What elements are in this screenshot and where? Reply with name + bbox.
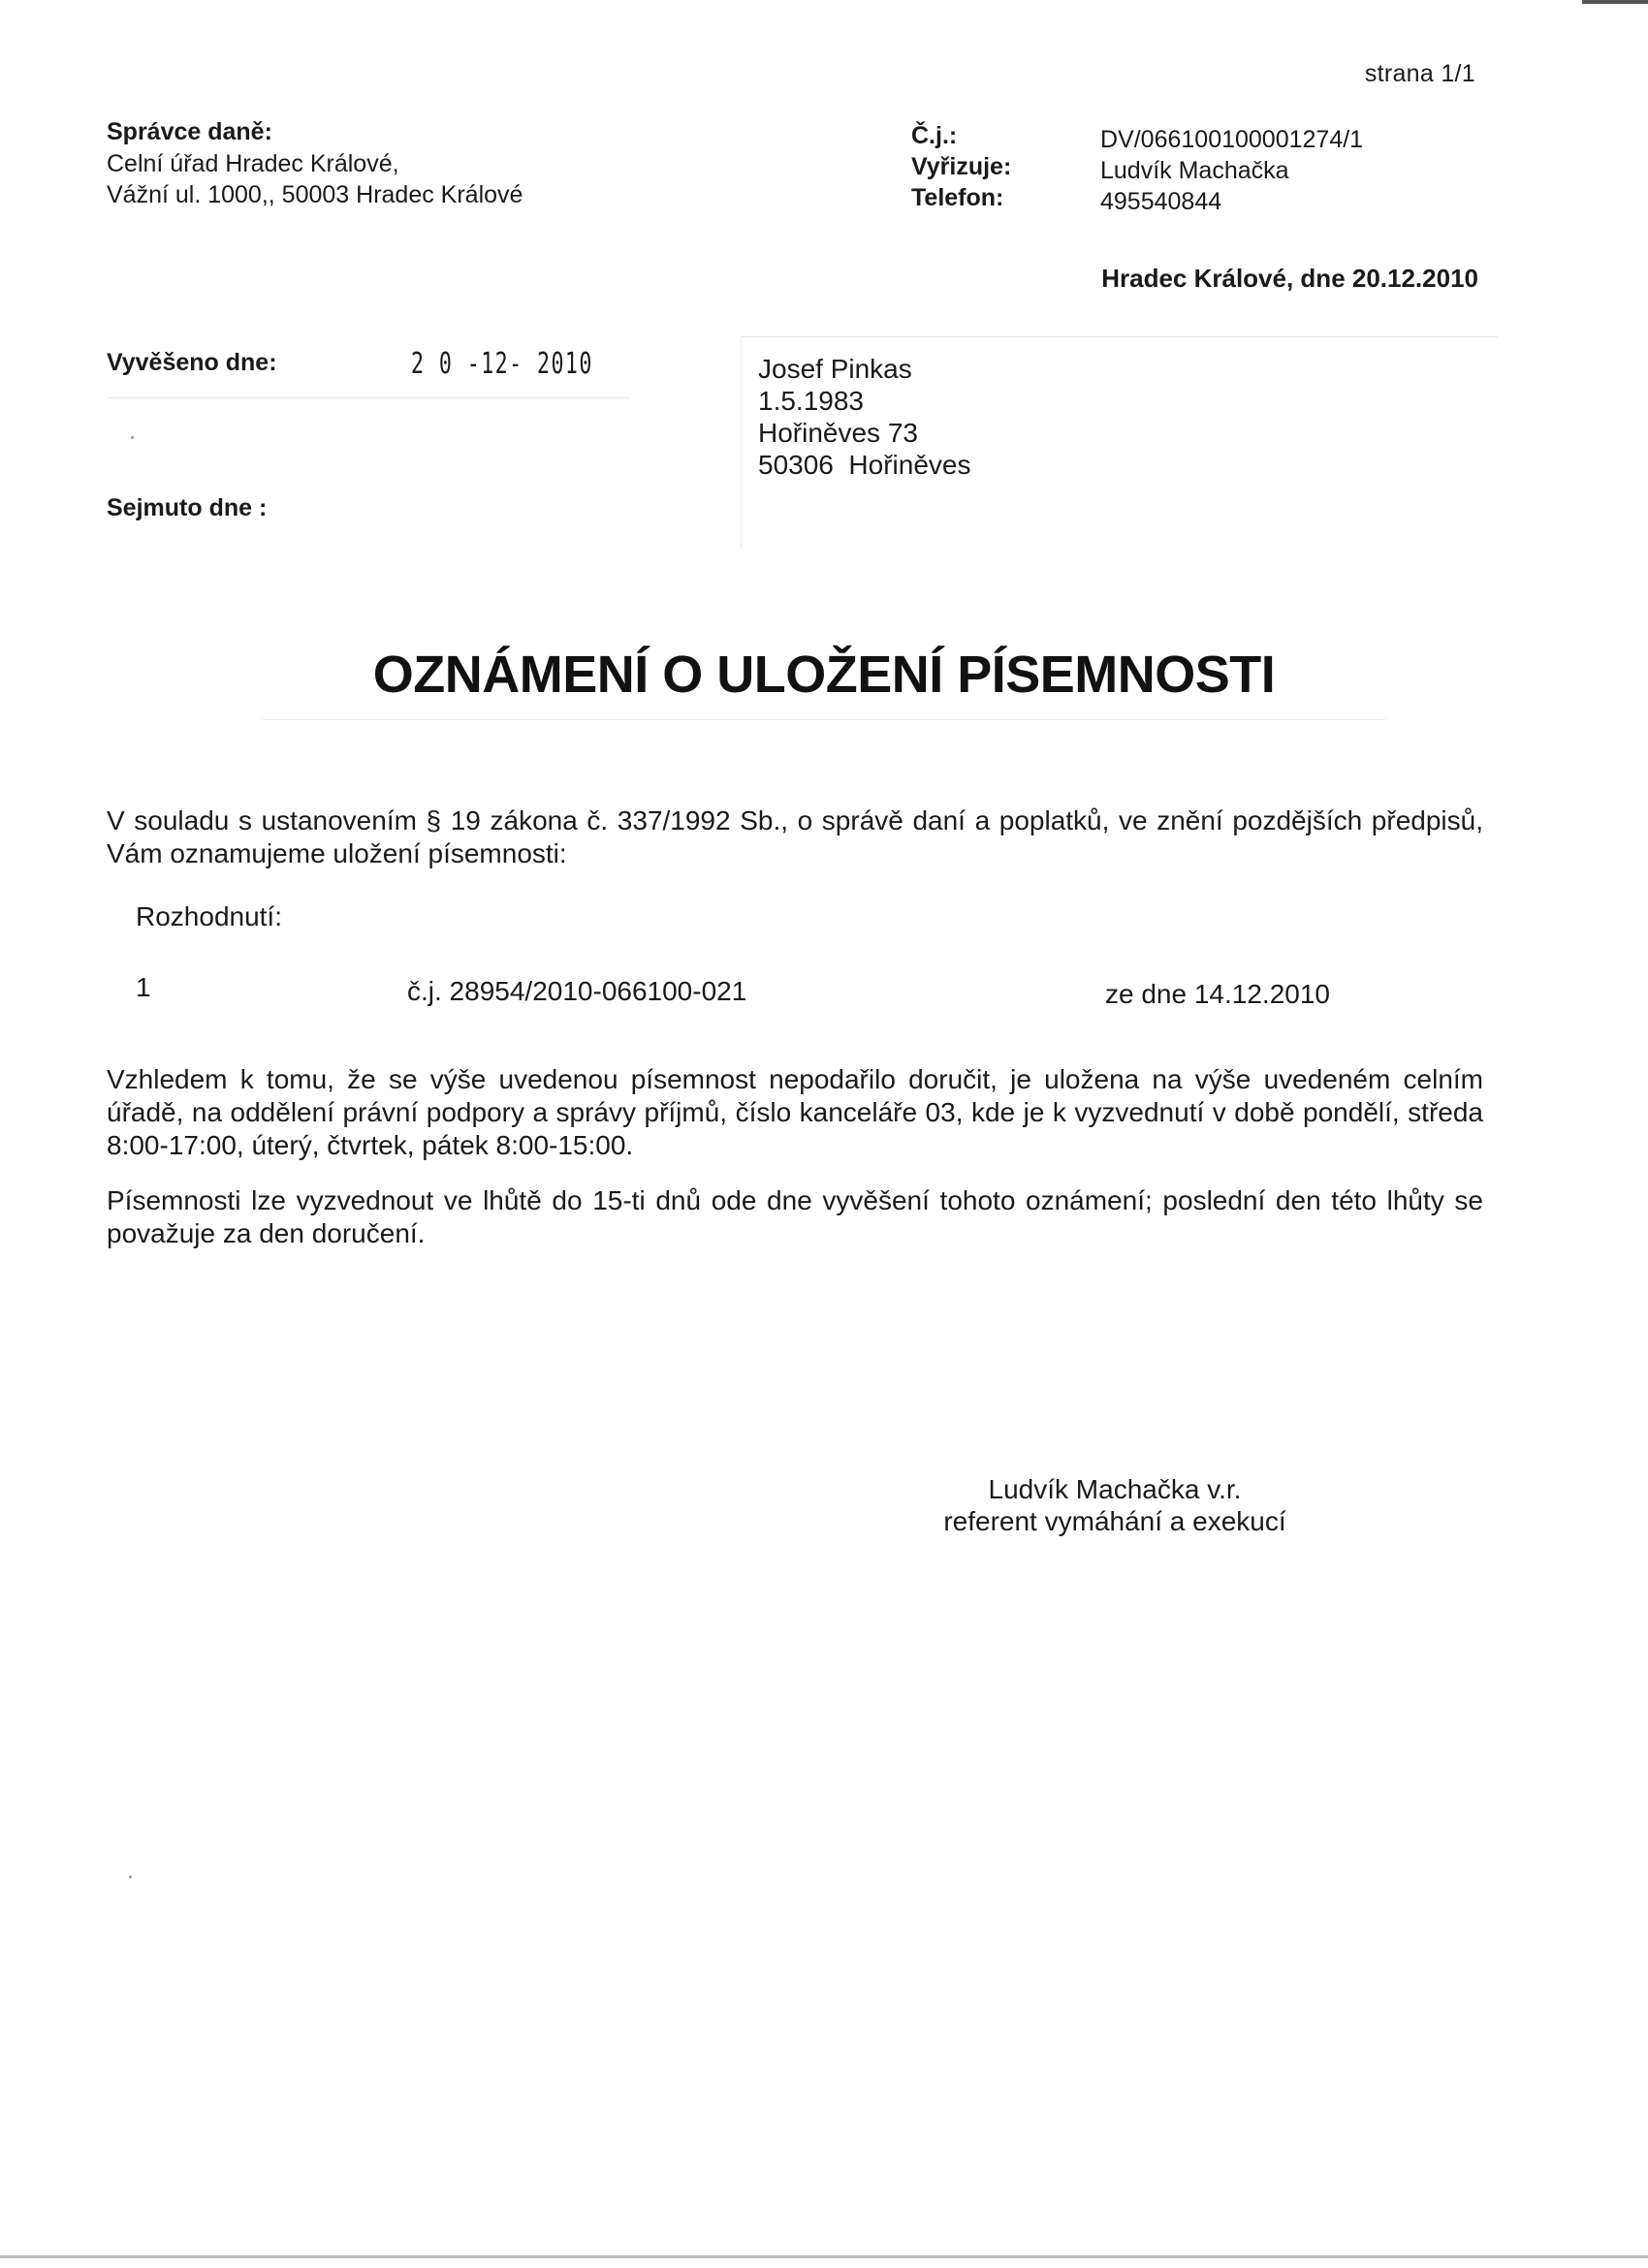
tax-administrator-office: Celní úřad Hradec Králové, <box>107 150 399 177</box>
title-underline-faint <box>262 719 1386 720</box>
intro-paragraph: V souladu s ustanovením § 19 zákona č. 337/1992 Sb., o správě daní a poplatků, ve znění pozdějších předpisů, Vám oznamujeme uložení písemnosti: <box>107 805 1483 868</box>
reference-label-cj: Č.j.: <box>911 122 958 149</box>
reference-label-phone: Telefon: <box>911 184 1004 211</box>
reference-value-phone: 495540844 <box>1100 188 1222 215</box>
address-window-left <box>741 336 742 548</box>
decision-item-date: ze dne 14.12.2010 <box>1105 979 1330 1009</box>
signature-role: referent vymáhání a exekucí <box>943 1506 1286 1536</box>
tax-administrator-address: Vážní ul. 1000,, 50003 Hradec Králové <box>107 181 523 208</box>
storage-paragraph: Vzhledem k tomu, že se výše uvedenou písemnost nepodařilo doručit, je uložena na výše uvedeném celním úřadě, na oddělení právní podpory a správy příjmů, číslo kanceláře 03, kde je k vyzvednutí v době pondělí, středa 8:00-17:00, úterý, čtvrtek, pátek 8:00-15:00. <box>107 1064 1483 1160</box>
removed-label: Sejmuto dne : <box>107 494 268 521</box>
reference-value-cj: DV/066100100001274/1 <box>1100 126 1364 153</box>
recipient-address <box>758 353 1243 481</box>
decision-label: Rozhodnutí: <box>136 901 282 931</box>
reference-values <box>1100 124 1507 217</box>
reference-value-handler: Ludvík Machačka <box>1100 157 1289 184</box>
posted-date-stamp: 2 0 -12- 2010 <box>411 347 593 381</box>
document-title: OZNÁMENÍ O ULOŽENÍ PÍSEMNOSTI <box>372 646 1276 704</box>
decision-item-number: 1 <box>136 972 151 1002</box>
recipient-birth-date: 1.5.1983 <box>758 386 864 416</box>
tax-administrator-block <box>107 118 785 210</box>
scan-edge-top <box>1582 0 1648 4</box>
recipient-street: Hořiněves 73 <box>758 418 918 448</box>
address-window-top <box>742 336 1498 337</box>
pickup-paragraph: Písemnosti lze vyzvednout ve lhůtě do 15-ti dnů ode dne vyvěšení tohoto oznámení; poslední den této lhůty se považuje za den doručení. <box>107 1185 1483 1248</box>
decision-item-reference: č.j. 28954/2010-066100-021 <box>407 976 747 1006</box>
reference-label-handler: Vyřizuje: <box>911 153 1012 180</box>
signature-name: Ludvík Machačka v.r. <box>988 1474 1242 1504</box>
reference-labels <box>911 120 1086 213</box>
place-date: Hradec Králové, dne 20.12.2010 <box>1101 264 1478 293</box>
posted-label: Vyvěšeno dne: <box>107 349 277 376</box>
recipient-name: Josef Pinkas <box>758 354 912 384</box>
scan-speck <box>131 436 134 439</box>
page-number: strana 1/1 <box>1364 60 1475 87</box>
tax-administrator-heading: Správce daně: <box>107 118 272 145</box>
signature-block <box>872 1473 1357 1537</box>
posting-divider <box>107 397 630 398</box>
scan-speck <box>129 1875 132 1878</box>
scan-edge-bottom <box>0 2255 1648 2258</box>
recipient-city: 50306 Hořiněves <box>758 450 971 480</box>
